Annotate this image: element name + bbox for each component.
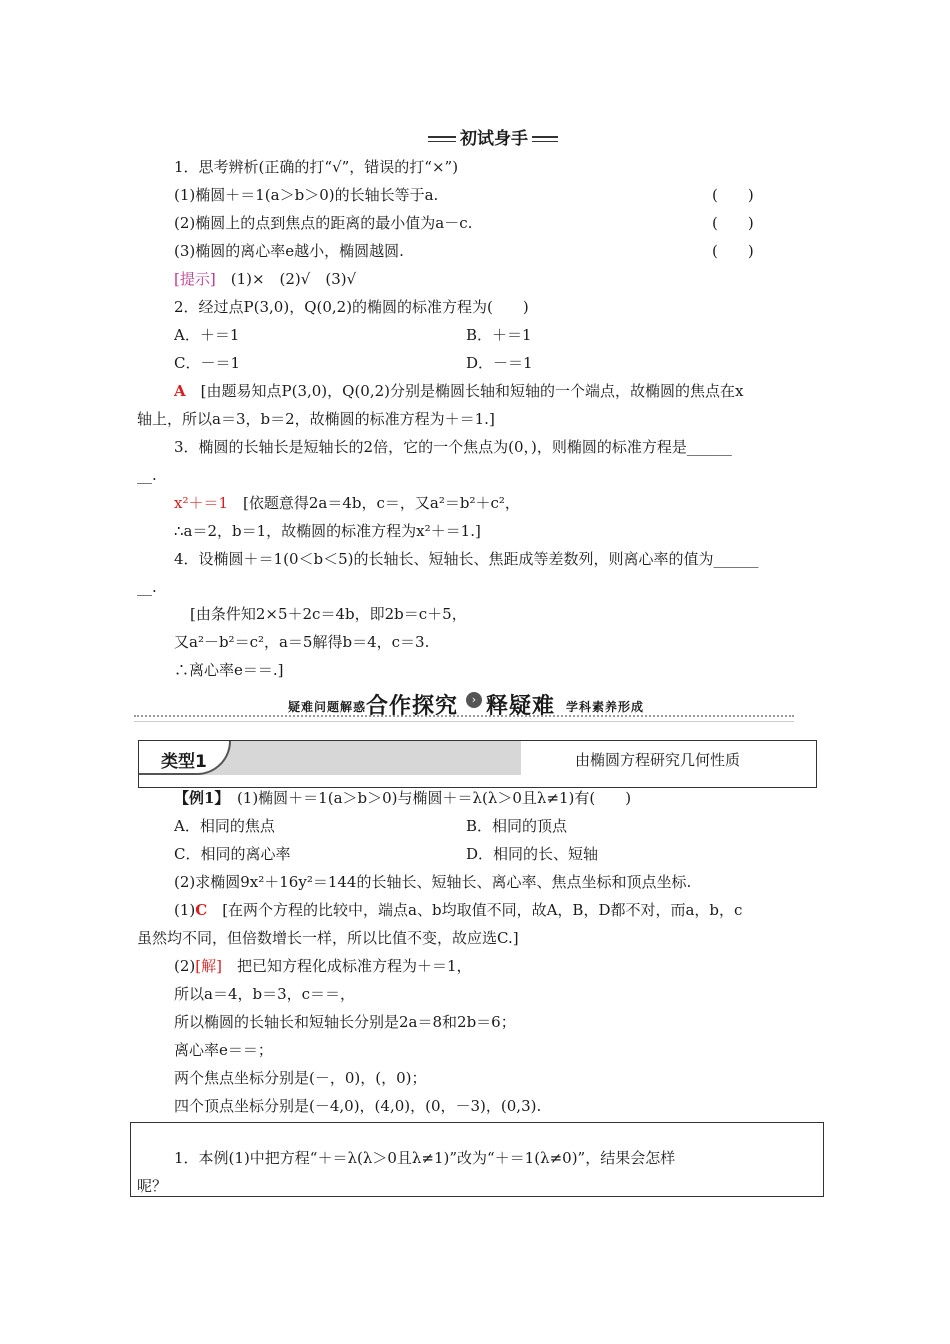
example1-option-a: A．相同的焦点 [174,817,275,835]
q2-explanation [174,381,743,401]
example1-solution2 [174,956,472,976]
type-tab [139,741,521,775]
example1-stem-text: (1)椭圆＋＝1(a＞b＞0)与椭圆＋＝λ(λ＞0且λ≠1)有( ) [221,789,632,807]
sol2-label: [解] [195,957,222,975]
q4-explain-line2: 又a²－b²＝c²，a＝5解得b＝4，c＝3. [174,633,430,651]
banner-dotted-rule [134,715,794,717]
example1-solution1 [174,900,742,920]
sol1-prefix: (1) [174,901,196,919]
example1-option-b: B．相同的顶点 [466,817,568,835]
example1-solution1-cont: 虽然均不同，但倍数增长一样，所以比值不变，故应选C.] [137,929,519,947]
q2-option-a: A．＋＝1 [174,326,240,344]
q2-answer: A [174,382,186,400]
hint-label: [提示] [174,270,216,288]
example1-option-d: D．相同的长、短轴 [466,845,599,863]
q1-blank-1: ( ) [712,186,754,204]
q2-option-c: C．－＝1 [174,354,241,372]
banner-left-title: 合作探究 [366,694,459,719]
type-title: 由椭圆方程研究几何性质 [575,751,741,769]
banner-rule [134,721,794,722]
q3-stem: 3．椭圆的长轴长是短轴长的2倍，它的一个焦点为(0，)，则椭圆的标准方程是______ [174,438,732,456]
q4-stem: 4．设椭圆＋＝1(0＜b＜5)的长轴长、短轴长、焦距成等差数列，则离心率的值为______ [174,550,759,568]
example1-label: 【例1】 [174,789,222,807]
q2-stem: 2．经过点P(3,0)，Q(0,2)的椭圆的标准方程为( ) [174,298,529,316]
sol1-text: [在两个方程的比较中，端点a、b均取值不同，故A，B，D都不对，而a，b，c [207,901,743,919]
q3-explain-line2: ∴a＝2，b＝1，故椭圆的标准方程为x²＋＝1.] [174,522,481,540]
q1-item-1: (1)椭圆＋＝1(a＞b＞0)的长轴长等于a. [174,186,439,204]
q2-explain-line1: [由题易知点P(3,0)，Q(0,2)分别是椭圆长轴和短轴的一个端点，故椭圆的焦点在x [185,382,744,400]
banner-right-title: 释疑难 [486,694,556,719]
banner-right-caption: 学科素养形成 [566,700,645,714]
q2-explain-line2: 轴上，所以a＝3，b＝2，故椭圆的标准方程为＋＝1.] [137,410,495,428]
q3-explain-line1: [依题意得2a＝4b，c＝，又a²＝b²＋c²， [228,494,520,512]
banner-left-caption: 疑难问题解惑 [288,700,367,714]
q2-option-b: B．＋＝1 [466,326,532,344]
example1-option-c: C．相同的离心率 [174,845,291,863]
sol2-line3: 所以椭圆的长轴长和短轴长分别是2a＝8和2b＝6； [174,1013,516,1031]
q1-blank-2: ( ) [712,214,754,232]
q3-stem-end: __. [137,466,157,484]
hint-text: (1)× (2)√ (3)√ [215,270,357,288]
sol2-line4: 离心率e＝＝； [174,1041,273,1059]
example1-part2: (2)求椭圆9x²＋16y²＝144的长轴长、短轴长、离心率、焦点坐标和顶点坐标. [174,873,692,891]
arrow-right-icon: › [466,692,482,708]
example1-stem [174,788,631,808]
sol2-prefix: (2) [174,957,196,975]
q4-stem-end: __. [137,578,157,596]
sol2-line1: 把已知方程化成标准方程为＋＝1， [221,957,472,975]
q1-stem: 1．思考辨析(正确的打“√”，错误的打“×”) [174,158,459,176]
section-banner [134,690,794,726]
q4-explain-line3: ∴离心率e＝＝.] [174,661,284,679]
sol2-line6: 四个顶点坐标分别是(－4,0)，(4,0)，(0，－3)，(0,3). [174,1097,542,1115]
q1-item-2: (2)椭圆上的点到焦点的距离的最小值为a－c. [174,214,473,232]
section-title: 初试身手 [456,124,532,149]
sol2-line2: 所以a＝4，b＝3，c＝＝， [174,985,356,1003]
followup-line1: 1．本例(1)中把方程“＋＝λ(λ＞0且λ≠1)”改为“＋＝1(λ≠0)”，结果会怎样 [174,1149,676,1167]
type-box [138,740,817,788]
sol2-line5: 两个焦点坐标分别是(－，0)，(，0)； [174,1069,427,1087]
q1-item-3: (3)椭圆的离心率e越小，椭圆越圆. [174,242,404,260]
q4-explain-line1: [由条件知2×5＋2c＝4b，即2b＝c＋5， [190,605,467,623]
q3-explanation [174,493,520,513]
section-header-chushishenshou [428,122,558,148]
followup-line2: 呢？ [137,1177,168,1195]
q2-option-d: D．－＝1 [466,354,533,372]
q3-answer: x²＋＝1 [174,494,229,512]
type-label: 类型1 [161,752,207,772]
q1-blank-3: ( ) [712,242,754,260]
sol1-answer: C [195,901,208,919]
q1-hint [174,269,356,289]
